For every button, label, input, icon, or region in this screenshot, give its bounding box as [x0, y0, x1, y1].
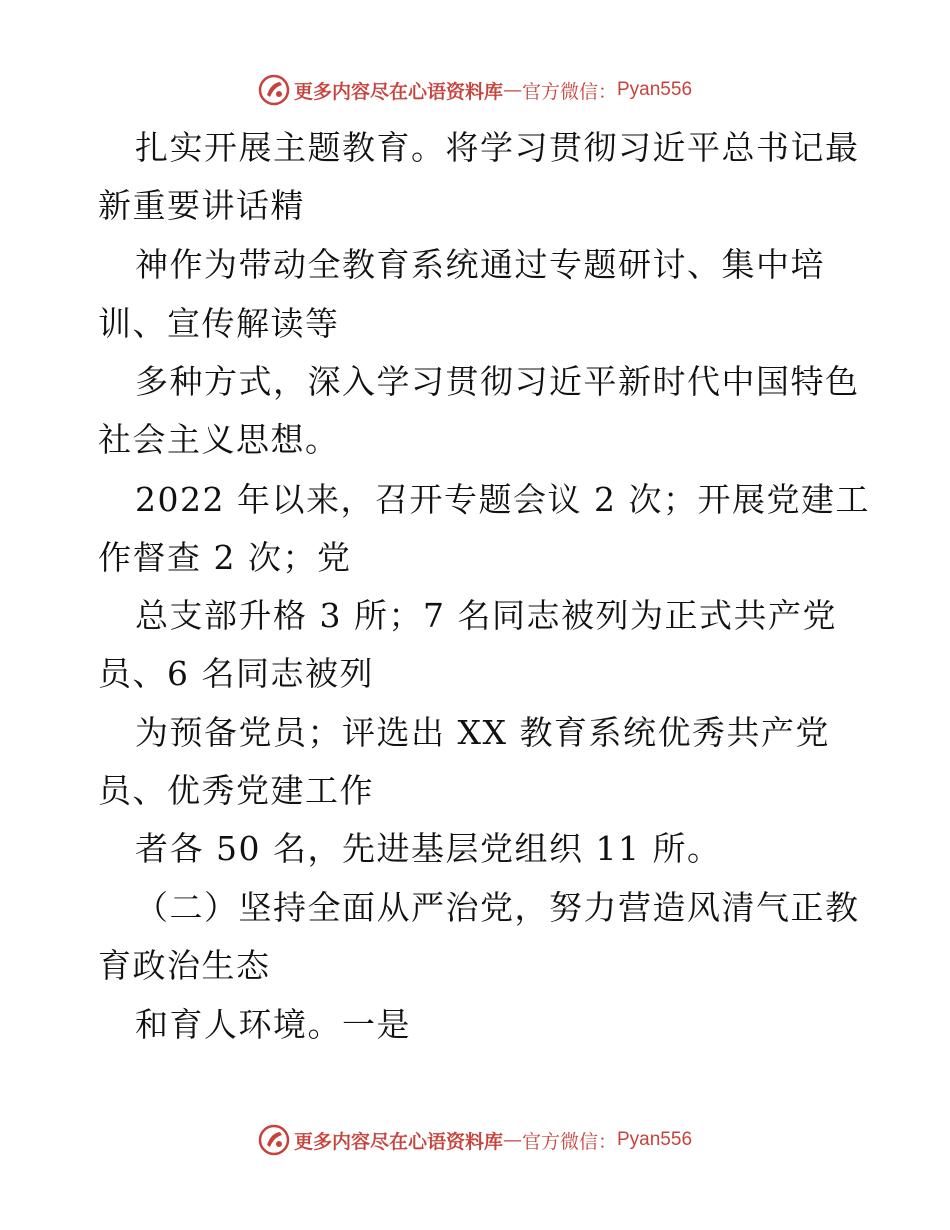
banner-separator: — [502, 1129, 522, 1151]
banner-wechat-id: Pyan556 [617, 1129, 693, 1150]
text-line: 扎实开展主题教育。将学习贯彻习近平总书记最 [135, 128, 860, 167]
text-line: 员、优秀党建工作 [98, 771, 374, 810]
banner-wechat-id: Pyan556 [617, 79, 693, 100]
banner-wechat-label: 官方微信： [521, 80, 617, 103]
text-line: 神作为带动全教育系统通过专题研讨、集中培 [135, 245, 825, 284]
text-line: 社会主义思想。 [98, 420, 340, 459]
text-line: 新重要讲话精 [98, 186, 305, 225]
text-line: 2022 年以来，召开专题会议 2 次；开展党建工 [135, 480, 870, 519]
text-line: 和育人环境。一是 [135, 1005, 411, 1044]
text-line: 为预备党员；评选出 XX 教育系统优秀共产党 [135, 713, 830, 752]
text-line: （二）坚持全面从严治党，努力营造风清气正教 [135, 888, 860, 927]
footer-banner [0, 1120, 950, 1160]
text-line: 总支部升格 3 所；7 名同志被列为正式共产党 [135, 596, 837, 635]
text-line: 员、6 名同志被列 [98, 654, 374, 693]
banner-separator: — [502, 79, 522, 101]
text-line: 作督查 2 次；党 [98, 538, 352, 577]
text-line: 育政治生态 [98, 946, 271, 985]
text-line: 多种方式，深入学习贯彻习近平新时代中国特色 [135, 362, 860, 401]
banner-wechat-label: 官方微信： [521, 1130, 617, 1153]
text-line: 训、宣传解读等 [98, 304, 340, 343]
red-seal-logo-icon [258, 1124, 290, 1156]
banner-main-text: 更多内容尽在心语资料库 [293, 80, 503, 103]
banner-main-text: 更多内容尽在心语资料库 [293, 1130, 503, 1153]
text-line: 者各 50 名，先进基层党组织 11 所。 [135, 829, 722, 868]
